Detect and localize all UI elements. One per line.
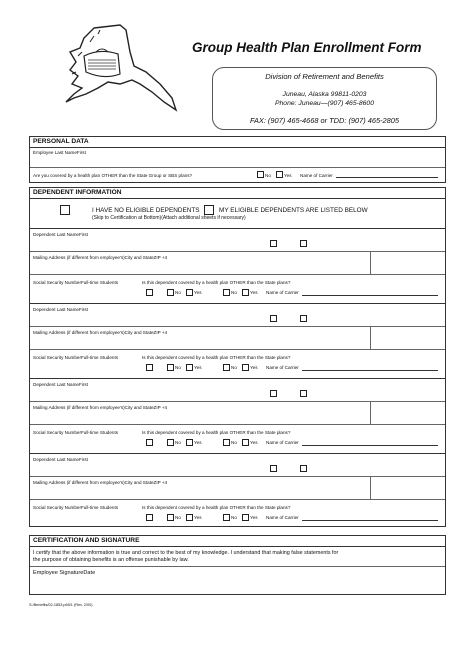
dependent-coverage-no-checkbox[interactable] xyxy=(223,514,230,521)
dependent-coverage-question: Is this dependent covered by a health plan OTHER than the State plans? xyxy=(142,430,291,435)
certification-heading: CERTIFICATION AND SIGNATURE xyxy=(30,536,445,547)
dependent-coverage-no-label: No xyxy=(231,365,237,370)
dependent-coverage-question: Is this dependent covered by a health plan OTHER than the State plans? xyxy=(142,280,291,285)
dependent-yes-label: Yes xyxy=(194,290,202,295)
dependent-no-label: No xyxy=(175,365,181,370)
coverage-no-label: No xyxy=(265,173,271,178)
dependent-checkbox-a[interactable] xyxy=(270,465,277,472)
dependent-ssn-checkbox[interactable] xyxy=(146,289,153,296)
dependent-no-label: No xyxy=(175,290,181,295)
dependent-coverage-yes-label: Yes xyxy=(250,365,258,370)
dependent-carrier-field[interactable] xyxy=(302,370,438,371)
dependent-yes-label: Yes xyxy=(194,515,202,520)
personal-data-section xyxy=(29,136,446,183)
dependent-checkbox-a[interactable] xyxy=(270,315,277,322)
dependent-no-checkbox[interactable] xyxy=(167,364,174,371)
dependent-coverage-no-label: No xyxy=(231,290,237,295)
form-footer: S:/Benefits/02-1853.p65/1 (Rev. 2/00) xyxy=(29,603,93,607)
dependents-listed-checkbox[interactable] xyxy=(204,205,214,215)
signature-label: Employee SignatureDate xyxy=(33,570,96,576)
division-name: Division of Retirement and Benefits xyxy=(265,72,384,81)
dependent-no-label: No xyxy=(175,515,181,520)
dependent-ssn-label: Social Security NumberFull-time Students xyxy=(33,430,119,435)
dependent-name-label: Dependent Last NameFirst xyxy=(33,457,88,462)
dependent-mailing-label: Mailing Address (if different from employee's)City and StateZIP +4 xyxy=(33,405,168,410)
dependent-coverage-yes-checkbox[interactable] xyxy=(242,289,249,296)
dependent-name-label: Dependent Last NameFirst xyxy=(33,382,88,387)
dependent-checkbox-b[interactable] xyxy=(300,390,307,397)
dependent-coverage-question: Is this dependent covered by a health plan OTHER than the State plans? xyxy=(142,505,291,510)
dependent-checkbox-a[interactable] xyxy=(270,390,277,397)
dependent-name-field[interactable] xyxy=(30,454,445,477)
dependent-mailing-label: Mailing Address (if different from employee's)City and StateZIP +4 xyxy=(33,480,168,485)
mailing-column-divider xyxy=(370,327,371,349)
dependent-coverage-no-label: No xyxy=(231,515,237,520)
dependent-coverage-yes-checkbox[interactable] xyxy=(242,514,249,521)
certification-text-line1: I certify that the above information is true and correct to the best of my knowledge. I understand that making false statements for xyxy=(33,550,339,556)
dependent-coverage-yes-label: Yes xyxy=(250,440,258,445)
form-title: Group Health Plan Enrollment Form xyxy=(192,40,422,55)
dependent-checkbox-a[interactable] xyxy=(270,240,277,247)
dependent-no-checkbox[interactable] xyxy=(167,514,174,521)
dependent-information-section xyxy=(29,187,446,527)
coverage-yes-label: Yes xyxy=(284,173,292,178)
agency-address: Juneau, Alaska 99811-0203 xyxy=(282,91,367,98)
certification-text-line2: the purpose of obtaining benefits is an offense punishable by law. xyxy=(33,557,189,563)
dependent-name-field[interactable] xyxy=(30,229,445,252)
dependent-no-checkbox[interactable] xyxy=(167,439,174,446)
employee-name-field[interactable] xyxy=(30,148,445,168)
dependent-checkbox-b[interactable] xyxy=(300,240,307,247)
dependent-yes-checkbox[interactable] xyxy=(186,364,193,371)
dependent-no-label: No xyxy=(175,440,181,445)
dependent-mailing-label: Mailing Address (if different from employee's)City and StateZIP +4 xyxy=(33,330,168,335)
dependents-listed-label: MY ELIGIBLE DEPENDENTS ARE LISTED BELOW xyxy=(219,207,368,214)
dependent-yes-checkbox[interactable] xyxy=(186,439,193,446)
dependent-name-field[interactable] xyxy=(30,379,445,402)
dependent-ssn-checkbox[interactable] xyxy=(146,514,153,521)
employee-signature-field[interactable] xyxy=(30,567,445,594)
dependent-carrier-label: Name of Carrier xyxy=(266,440,299,445)
dependent-name-field[interactable] xyxy=(30,304,445,327)
dependent-carrier-field[interactable] xyxy=(302,445,438,446)
coverage-question: Are you covered by a health plan OTHER than the State Group or SBS plans? xyxy=(33,173,193,178)
dependent-name-label: Dependent Last NameFirst xyxy=(33,232,88,237)
dependent-coverage-question: Is this dependent covered by a health plan OTHER than the State plans? xyxy=(142,355,291,360)
mailing-column-divider xyxy=(370,252,371,274)
dependent-coverage-no-checkbox[interactable] xyxy=(223,439,230,446)
dependent-checkbox-b[interactable] xyxy=(300,465,307,472)
agency-phone: Phone: Juneau—(907) 465-8600 xyxy=(274,100,374,107)
dependents-note: (Skip to Certification at Bottom)(Attach additional sheets if necessary) xyxy=(92,215,246,221)
dependent-carrier-field[interactable] xyxy=(302,295,438,296)
dependent-ssn-label: Social Security NumberFull-time Students xyxy=(33,280,119,285)
dependent-yes-label: Yes xyxy=(194,365,202,370)
dependent-mailing-label: Mailing Address (if different from employee's)City and StateZIP +4 xyxy=(33,255,168,260)
coverage-yes-checkbox[interactable] xyxy=(276,171,283,178)
dependent-coverage-yes-checkbox[interactable] xyxy=(242,439,249,446)
dependent-carrier-label: Name of Carrier xyxy=(266,365,299,370)
alaska-map-logo xyxy=(60,22,178,114)
dependent-ssn-checkbox[interactable] xyxy=(146,439,153,446)
dependent-ssn-label: Social Security NumberFull-time Students xyxy=(33,355,119,360)
dependent-name-label: Dependent Last NameFirst xyxy=(33,307,88,312)
personal-data-heading: PERSONAL DATA xyxy=(30,137,445,148)
no-dependents-checkbox[interactable] xyxy=(60,205,70,215)
mailing-column-divider xyxy=(370,477,371,499)
dependent-info-heading: DEPENDENT INFORMATION xyxy=(30,188,445,199)
dependent-yes-label: Yes xyxy=(194,440,202,445)
dependent-yes-checkbox[interactable] xyxy=(186,289,193,296)
dependent-no-checkbox[interactable] xyxy=(167,289,174,296)
carrier-label: Name of Carrier xyxy=(300,173,333,178)
dependent-carrier-field[interactable] xyxy=(302,520,438,521)
employee-name-label: Employee Last NameFirst xyxy=(33,150,86,155)
dependent-coverage-yes-label: Yes xyxy=(250,290,258,295)
dependent-coverage-yes-label: Yes xyxy=(250,515,258,520)
certification-section xyxy=(29,535,446,595)
dependent-coverage-yes-checkbox[interactable] xyxy=(242,364,249,371)
dependent-ssn-checkbox[interactable] xyxy=(146,364,153,371)
coverage-no-checkbox[interactable] xyxy=(257,171,264,178)
carrier-field[interactable] xyxy=(336,177,438,178)
dependent-yes-checkbox[interactable] xyxy=(186,514,193,521)
no-dependents-label: I HAVE NO ELIGIBLE DEPENDENTS xyxy=(92,207,200,214)
dependent-coverage-no-checkbox[interactable] xyxy=(223,289,230,296)
dependent-checkbox-b[interactable] xyxy=(300,315,307,322)
dependent-ssn-label: Social Security NumberFull-time Students xyxy=(33,505,119,510)
dependent-coverage-no-label: No xyxy=(231,440,237,445)
agency-fax: FAX: (907) 465-4668 or TDD: (907) 465-2805 xyxy=(250,116,399,125)
mailing-column-divider xyxy=(370,402,371,424)
dependent-carrier-label: Name of Carrier xyxy=(266,515,299,520)
dependent-carrier-label: Name of Carrier xyxy=(266,290,299,295)
dependent-coverage-no-checkbox[interactable] xyxy=(223,364,230,371)
